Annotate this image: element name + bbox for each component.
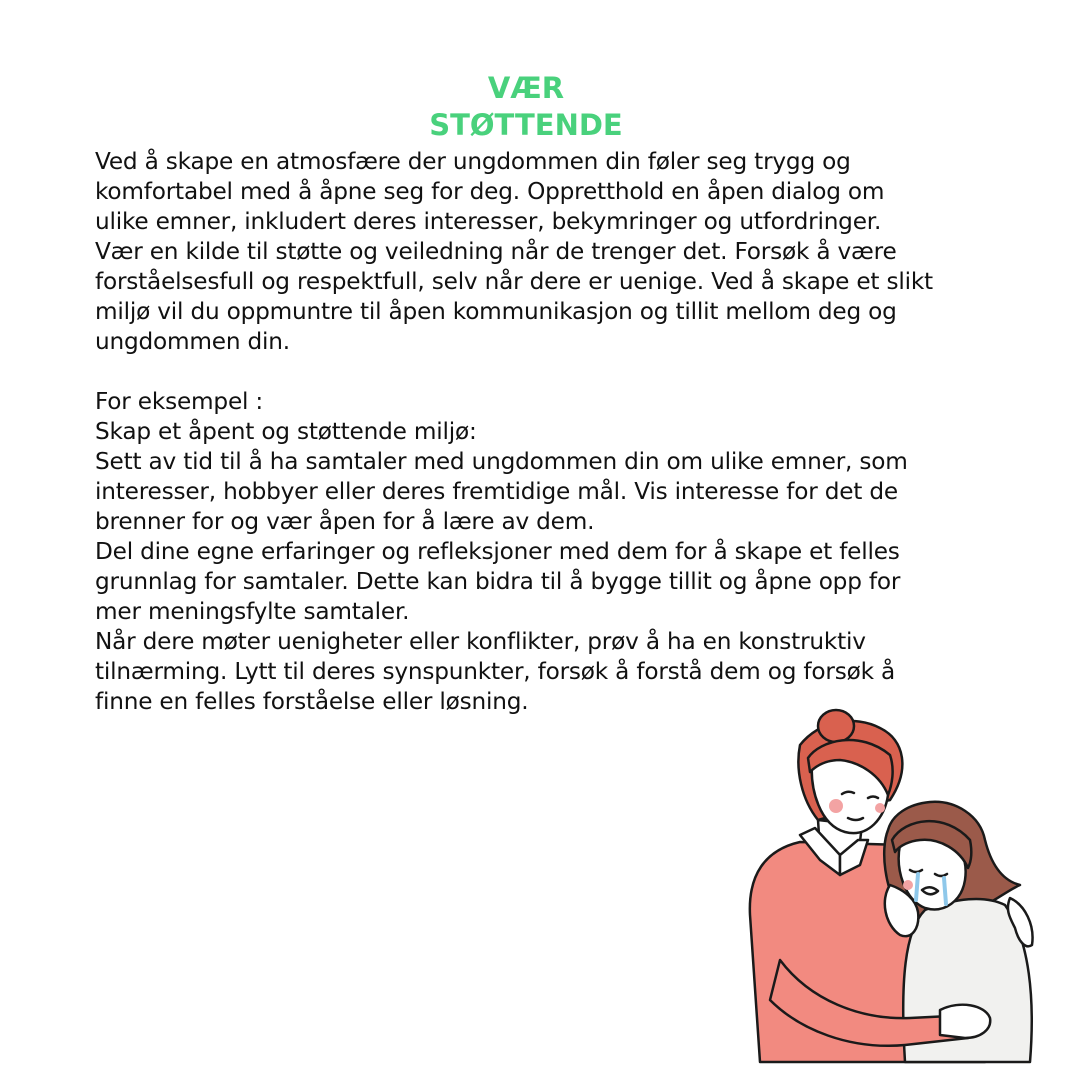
adult-blush-left	[829, 799, 843, 813]
adult-hair-bun	[818, 710, 854, 742]
adult-hand-front	[940, 1005, 990, 1038]
text-line: forståelsesfull og respektfull, selv når dere er uenige. Ved å skape et slikt	[95, 268, 933, 295]
body-text	[95, 147, 995, 717]
title-line-2: STØTTENDE	[429, 108, 623, 142]
text-line: For eksempel :	[95, 388, 264, 415]
text-line: mer meningsfylte samtaler.	[95, 598, 410, 625]
text-line: finne en felles forståelse eller løsning.	[95, 688, 529, 715]
text-line: Vær en kilde til støtte og veiledning når de trenger det. Forsøk å være	[95, 238, 897, 265]
text-line: ulike emner, inkludert deres interesser, bekymringer og utfordringer.	[95, 208, 882, 235]
text-line: komfortabel med å åpne seg for deg. Oppretthold en åpen dialog om	[95, 178, 885, 205]
text-line: Ved å skape en atmosfære der ungdommen din føler seg trygg og	[95, 148, 851, 175]
text-line: ungdommen din.	[95, 328, 290, 355]
text-line: interesser, hobbyer eller deres fremtidige mål. Vis interesse for det de	[95, 478, 898, 505]
text-line: grunnlag for samtaler. Dette kan bidra til å bygge tillit og åpne opp for	[95, 568, 901, 595]
teen-blush	[903, 880, 913, 890]
text-line: Sett av tid til å ha samtaler med ungdommen din om ulike emner, som	[95, 448, 908, 475]
paragraph-spacer	[95, 357, 995, 387]
text-line: brenner for og vær åpen for å lære av dem.	[95, 508, 595, 535]
text-line: miljø vil du oppmuntre til åpen kommunikasjon og tillit mellom deg og	[95, 298, 897, 325]
text-line: Når dere møter uenigheter eller konflikter, prøv å ha en konstruktiv	[95, 628, 866, 655]
text-line: tilnærming. Lytt til deres synspunkter, forsøk å forstå dem og forsøk å	[95, 658, 895, 685]
title-line-1: VÆR	[487, 71, 565, 105]
comforting-hug-illustration	[740, 700, 1050, 1070]
adult-blush-right	[875, 803, 885, 813]
page-title	[0, 70, 1052, 144]
text-line: Skap et åpent og støttende miljø:	[95, 418, 477, 445]
text-line: Del dine egne erfaringer og refleksjoner med dem for å skape et felles	[95, 538, 900, 565]
teen-mouth	[922, 887, 938, 894]
teen-tear-left	[916, 874, 918, 900]
teen-tear-right	[944, 878, 946, 904]
